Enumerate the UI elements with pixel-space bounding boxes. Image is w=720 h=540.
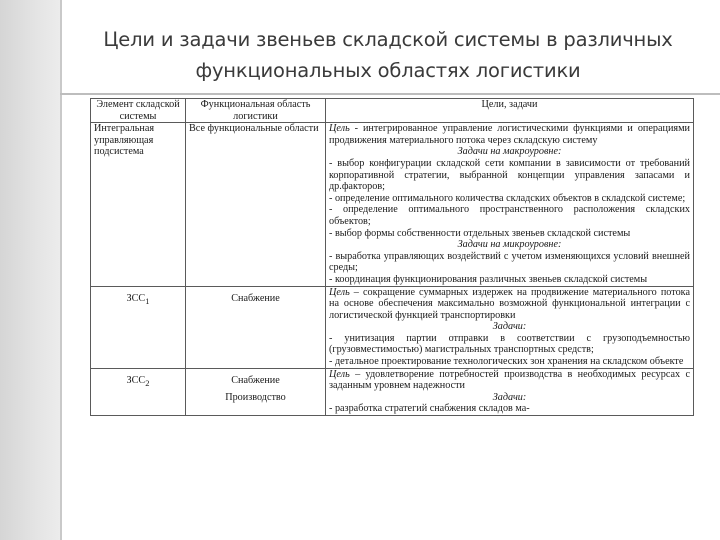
row1-micro-label: Задачи на микроуровне:	[457, 239, 562, 251]
row3-element	[91, 368, 186, 415]
row2-element-main: ЗСС	[126, 292, 146, 304]
left-bar-edge	[60, 0, 62, 540]
row2-tasks-label: Задачи:	[492, 321, 527, 333]
row1-goals	[326, 123, 694, 286]
table-row	[91, 286, 694, 368]
row3-goal	[329, 369, 690, 392]
list-item: - координация функционирования различных звеньев складской системы	[329, 273, 648, 285]
list-item: - выработка управляющих воздействий с учетом изменяющихся условий внешней среды;	[329, 250, 690, 274]
goals-table	[90, 98, 694, 416]
list-item: - определение оптимального пространственного расположения складских объектов;	[329, 204, 690, 227]
slide-title-line-2: функциональных областях логистики	[195, 59, 581, 82]
table-row	[91, 123, 694, 286]
row2-element	[91, 286, 186, 368]
row1-goal-label: Цель	[329, 123, 350, 135]
list-item: - определение оптимального количества складских объектов в складской системе;	[329, 192, 686, 204]
row3-area	[186, 368, 326, 415]
list-item: - выбор конфигурации складской сети компании в зависимости от требований корпоративной стратегии, выбранной концепции управления запасами и др.факторов;	[329, 157, 690, 193]
list-item: - унитизация партии отправки в соответствии с грузоподъемностью (грузовместимостью) магистральных транспортных средств;	[329, 332, 690, 356]
row1-goal-text: - интегрированное управление логистическими функциями и операциями продвижения материального потока через складскую систему	[329, 123, 690, 146]
row3-goal-text: – удовлетворение потребностей производства в необходимых ресурсах с заданным уровнем надежности	[329, 368, 690, 392]
row3-element-main: ЗСС	[126, 374, 146, 386]
header-area: Функциональная область логистики	[186, 99, 326, 123]
header-goals: Цели, задачи	[326, 99, 694, 123]
list-item: - детальное проектирование технологических зон хранения на складском объекте	[329, 356, 684, 368]
title-divider	[60, 93, 720, 95]
row1-goal	[329, 123, 690, 146]
row2-goal-text: – сокращение суммарных издержек на продвижение материального потока на основе обеспечения максимально возможной функциональной интеграции с логистической функцией транспортировки	[329, 286, 690, 321]
row1-macro-label: Задачи на макроуровне:	[457, 146, 562, 158]
row2-area: Снабжение	[186, 286, 326, 368]
slide-title	[78, 24, 698, 86]
list-item: - выбор формы собственности отдельных звеньев складской системы	[329, 227, 631, 239]
row3-goal-label: Цель	[329, 368, 350, 380]
row2-goals	[326, 286, 694, 368]
table-header-row	[91, 99, 694, 123]
row1-area: Все функциональные области	[186, 123, 326, 286]
row1-element: Интегральная управляющая подсистема	[91, 123, 186, 286]
table-row	[91, 368, 694, 415]
list-item: - разработка стратегий снабжения складов ма-	[329, 403, 530, 415]
row3-tasks-label: Задачи:	[492, 391, 527, 403]
row3-element-sub: 2	[145, 377, 150, 388]
row3-area-line-2: Производство	[225, 392, 286, 404]
row3-goals	[326, 368, 694, 415]
row3-area-line-1: Снабжение	[231, 374, 280, 386]
row2-element-sub: 1	[145, 295, 150, 306]
left-decorative-bar	[0, 0, 60, 540]
row2-goal	[329, 287, 690, 322]
slide-title-line-1: Цели и задачи звеньев складской системы в различных	[103, 28, 673, 51]
header-element: Элемент складской системы	[91, 99, 186, 123]
row2-goal-label: Цель	[329, 286, 350, 298]
